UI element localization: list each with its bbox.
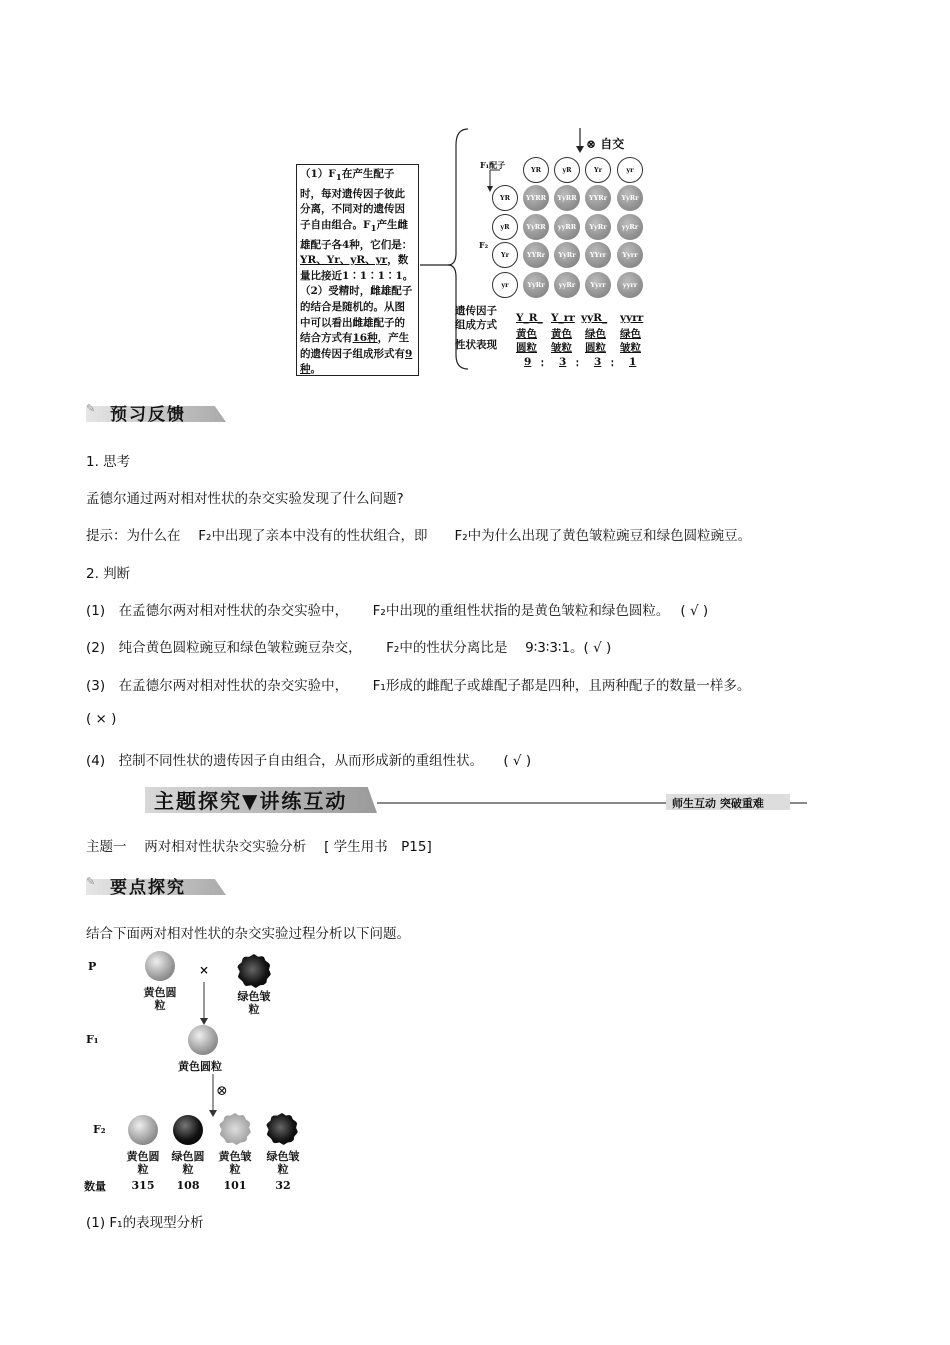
- genotype-cell: YyRr: [523, 272, 549, 298]
- phenotype-class: 黄色圆粒: [516, 328, 537, 354]
- green-round-pea: [173, 1115, 203, 1145]
- section-title: 要点探究: [110, 878, 186, 898]
- f2-count: 32: [275, 1179, 291, 1192]
- genotype-cell: YYRR: [523, 185, 549, 211]
- judge-item: (1) 在孟德尔两对相对性状的杂交实验中， F₂中出现的重组性状指的是黄色皱粒和绿色圆粒。 ( √ ): [86, 603, 709, 619]
- green-wrinkled-pea: [266, 1113, 298, 1145]
- f2-phenotype: 黄色皱粒: [218, 1150, 252, 1176]
- phenotype-row-label: 性状表现: [455, 339, 497, 351]
- p-generation-label: P: [88, 960, 97, 973]
- judge-item: (2) 纯合黄色圆粒豌豆和绿色皱粒豌豆杂交， F₂中的性状分离比是 9∶3∶3∶1。( √ ): [86, 640, 612, 656]
- gamete-header: yr: [617, 157, 643, 183]
- gamete-row-label: YR: [492, 185, 518, 211]
- explanation-box: [296, 164, 419, 376]
- gamete-header: Yr: [585, 157, 611, 183]
- genotype-cell: YYRr: [523, 242, 549, 268]
- ratio-value: 1: [629, 356, 637, 368]
- gamete-row-label: yR: [492, 214, 518, 240]
- section-title: 预习反馈: [110, 405, 186, 425]
- ratio-separator: ∶: [576, 358, 579, 370]
- self-cross-symbol: ⊗: [216, 1083, 228, 1099]
- yellow-round-pea: [128, 1115, 158, 1145]
- section-banner-preview: [86, 400, 226, 425]
- judge-item: (4) 控制不同性状的遗传因子自由组合，从而形成新的重组性状。 ( √ ): [86, 753, 532, 769]
- genotype-cell: Yyrr: [585, 272, 611, 298]
- f2-phenotype: 绿色圆粒: [171, 1150, 205, 1176]
- genotype-class: yyrr: [620, 312, 644, 324]
- pen-icon: ✎: [86, 875, 96, 888]
- self-cross-arrow: [574, 128, 586, 154]
- main-banner-title: 主题探究▼讲练互动: [154, 789, 348, 813]
- ratio-value: 3: [559, 356, 567, 368]
- yellow-round-pea: [188, 1025, 218, 1055]
- f1-gametes-label: F₁配子: [480, 160, 506, 170]
- banner-tag: 师生互动 突破重难: [672, 797, 764, 810]
- parent-phenotype: 绿色皱粒: [237, 990, 271, 1016]
- question-text: 孟德尔通过两对相对性状的杂交实验发现了什么问题?: [86, 491, 404, 507]
- f2-count: 108: [176, 1179, 200, 1192]
- yellow-wrinkled-pea: [219, 1113, 251, 1145]
- count-label: 数量: [84, 1180, 106, 1193]
- genotype-cell: yyRr: [617, 214, 643, 240]
- genotype-cell: YyRr: [554, 242, 580, 268]
- genotype-row-label: 遗传因子组成方式: [455, 305, 497, 331]
- genotype-class: Y_R_: [516, 312, 543, 324]
- f1-phenotype: 黄色圆粒: [178, 1060, 222, 1073]
- gamete-row-label: Yr: [492, 242, 518, 268]
- genotype-cell: YYRr: [585, 185, 611, 211]
- f2-count: 315: [131, 1179, 155, 1192]
- genotype-cell: YYrr: [585, 242, 611, 268]
- genotype-cell: YyRR: [523, 214, 549, 240]
- green-wrinkled-pea: [237, 954, 271, 988]
- judge-answer: ( × ): [86, 711, 117, 727]
- f2-count: 101: [223, 1179, 247, 1192]
- f2-phenotype: 黄色圆粒: [126, 1150, 160, 1176]
- gamete-header: yR: [554, 157, 580, 183]
- phenotype-class: 绿色皱粒: [620, 328, 641, 354]
- genotype-cell: yyrr: [617, 272, 643, 298]
- genotype-cell: Yyrr: [617, 242, 643, 268]
- cross-arrow: [198, 982, 210, 1026]
- phenotype-class: 黄色皱粒: [551, 328, 572, 354]
- intro-text: 结合下面两对相对性状的杂交实验过程分析以下问题。: [86, 926, 410, 942]
- self-cross-label: ⊗ 自交: [586, 137, 625, 151]
- genotype-class: Y_rr: [551, 312, 575, 324]
- topic-heading: 主题一 两对相对性状杂交实验分析 [ 学生用书 P15]: [86, 839, 432, 855]
- ratio-separator: ∶: [611, 358, 614, 370]
- f1-generation-label: F₁: [86, 1033, 99, 1046]
- ratio-value: 3: [594, 356, 602, 368]
- self-cross-arrow: [207, 1074, 219, 1118]
- question-heading: 1. 思考: [86, 454, 131, 470]
- genotype-cell: yyRr: [554, 272, 580, 298]
- ratio-separator: ∶: [541, 358, 544, 370]
- section-banner-keypoints: [86, 873, 226, 898]
- f2-label: F₂: [479, 240, 489, 250]
- genotype-cell: YyRr: [617, 185, 643, 211]
- sub-question-heading: (1) F₁的表现型分析: [86, 1215, 204, 1231]
- genotype-cell: YyRR: [554, 185, 580, 211]
- question-hint: 提示：为什么在 F₂中出现了亲本中没有的性状组合，即 F₂中为什么出现了黄色皱粒豌豆和绿色圆粒豌豆。: [86, 528, 752, 544]
- explanation-para-1: $(1)F_1$在产生配子时，每对遗传因子彼此分离，不同对的遗传因子自由组合。$F_1$产生雌雄配子各4种，它们是：YR、Yr、yR、yr，数量比接近1∶1∶1∶1。: [300, 168, 414, 282]
- yellow-round-pea: [145, 951, 175, 981]
- phenotype-class: 绿色圆粒: [585, 328, 606, 354]
- gamete-header: YR: [523, 157, 549, 183]
- ratio-value: 9: [524, 356, 532, 368]
- f2-generation-label: F₂: [93, 1123, 106, 1136]
- f2-phenotype: 绿色皱粒: [266, 1150, 300, 1176]
- gamete-row-label: yr: [492, 272, 518, 298]
- genotype-cell: YyRr: [585, 214, 611, 240]
- parent-phenotype: 黄色圆粒: [143, 986, 177, 1012]
- genotype-class: yyR_: [581, 312, 608, 324]
- genotype-cell: yyRR: [554, 214, 580, 240]
- judge-heading: 2. 判断: [86, 566, 131, 582]
- explanation-para-2: （2）受精时，雌雄配子的结合是随机的。从图中可以看出雌雄配子的结合方式有16种，产生的遗传因子组成形式有9种。: [300, 285, 413, 376]
- pen-icon: ✎: [86, 402, 96, 415]
- cross-symbol: ×: [199, 963, 210, 977]
- judge-item: (3) 在孟德尔两对相对性状的杂交实验中， F₁形成的雌配子或雄配子都是四种，且两种配子的数量一样多。: [86, 678, 751, 694]
